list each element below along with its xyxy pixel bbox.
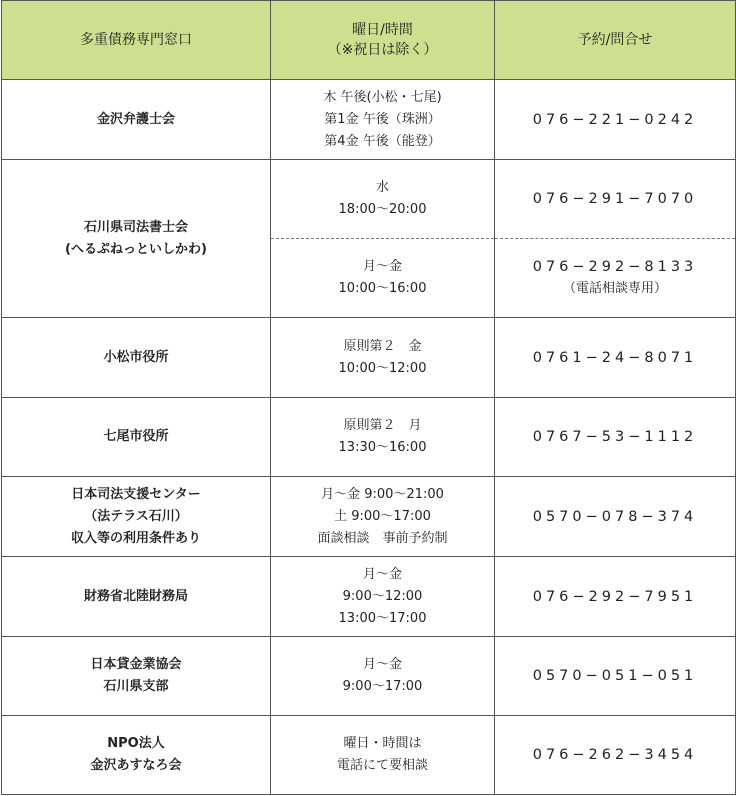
hours-line: 原則第２ 金 [343, 338, 422, 354]
org-cell [2, 80, 271, 160]
phone-cell: 076−292−7951 [495, 557, 736, 637]
hours-line: 10:00〜12:00 [338, 360, 427, 376]
hours-line: 面談相談 事前予約制 [317, 530, 448, 546]
hours-line: 月〜金 [362, 566, 402, 582]
org-cell [2, 637, 271, 716]
table-row [2, 80, 736, 160]
header-hours-line2: （※祝日は除く） [327, 42, 438, 58]
header-row [2, 1, 736, 80]
org-name: （法テラス石川） [84, 508, 188, 524]
table-row [2, 160, 736, 239]
phone-cell: 0570−078−374 [495, 477, 736, 557]
org-name: 石川県司法書士会 [83, 219, 188, 235]
phone-cell: 076−221−0242 [495, 80, 736, 160]
consultation-table [1, 0, 736, 795]
header-hours-line1: 曜日/時間 [352, 22, 413, 38]
table-row [2, 637, 736, 716]
phone-cell: 076−262−3454 [495, 716, 736, 795]
hours-line: 月〜金 9:00〜21:00 [321, 486, 444, 502]
header-contact: 予約/問合せ [495, 1, 736, 80]
hours-line: 第1金 午後（珠洲） [324, 111, 441, 127]
header-hours [271, 1, 495, 80]
hours-line: 10:00〜16:00 [338, 281, 427, 296]
hours-line: 月〜金 [362, 259, 402, 274]
phone-cell: 0570−051−051 [495, 637, 736, 716]
hours-line: 水 [375, 180, 389, 195]
hours-line: 月〜金 [362, 657, 402, 672]
table-row [2, 318, 736, 398]
hours-cell [271, 716, 495, 795]
hours-line: 第4金 午後（能登） [324, 133, 441, 149]
org-cell [2, 716, 271, 795]
hours-line: 電話にて要相談 [336, 758, 428, 773]
hours-line: 13:30〜16:00 [338, 440, 427, 455]
org-name: 小松市役所 [103, 349, 169, 365]
hours-line: 9:00〜12:00 [342, 588, 423, 604]
hours-line: 土 9:00〜17:00 [334, 508, 431, 524]
hours-cell [271, 318, 495, 398]
org-name: 日本貸金業協会 [90, 657, 182, 672]
phone-cell [495, 239, 736, 318]
phone-note: （電話相談専用） [562, 281, 667, 296]
org-cell [2, 557, 271, 637]
org-name: NPO法人 [107, 736, 165, 751]
hours-cell [271, 160, 495, 239]
hours-cell [271, 477, 495, 557]
org-cell [2, 477, 271, 557]
phone-number: 076−292−8133 [532, 259, 698, 275]
org-name: 日本司法支援センター [71, 486, 201, 502]
phone-cell: 0767−53−1112 [495, 398, 736, 477]
org-name: 七尾市役所 [103, 429, 169, 444]
hours-line: 原則第２ 月 [343, 418, 422, 433]
hours-cell [271, 637, 495, 716]
hours-line: 9:00〜17:00 [342, 679, 423, 694]
org-name: 石川県支部 [103, 679, 169, 694]
hours-line: 曜日・時間は [343, 736, 422, 751]
table-row [2, 477, 736, 557]
org-name: 収入等の利用条件あり [70, 530, 201, 546]
org-cell [2, 318, 271, 398]
hours-cell [271, 80, 495, 160]
org-name: 金沢あすなろ会 [90, 758, 182, 773]
hours-cell [271, 557, 495, 637]
org-name: (へるぷねっといしかわ) [65, 241, 207, 257]
hours-cell [271, 398, 495, 477]
table-row [2, 716, 736, 795]
table-row [2, 557, 736, 637]
org-name: 金沢弁護士会 [96, 111, 175, 127]
hours-line: 13:00〜17:00 [338, 610, 427, 626]
hours-line: 木 午後(小松・七尾) [323, 89, 442, 105]
hours-line: 18:00〜20:00 [338, 202, 427, 217]
org-cell [2, 160, 271, 318]
table-row [2, 398, 736, 477]
hours-cell [271, 239, 495, 318]
phone-cell: 076−291−7070 [495, 160, 736, 239]
org-cell [2, 398, 271, 477]
header-org: 多重債務専門窓口 [2, 1, 271, 80]
phone-cell: 0761−24−8071 [495, 318, 736, 398]
org-name: 財務省北陸財務局 [83, 588, 188, 604]
